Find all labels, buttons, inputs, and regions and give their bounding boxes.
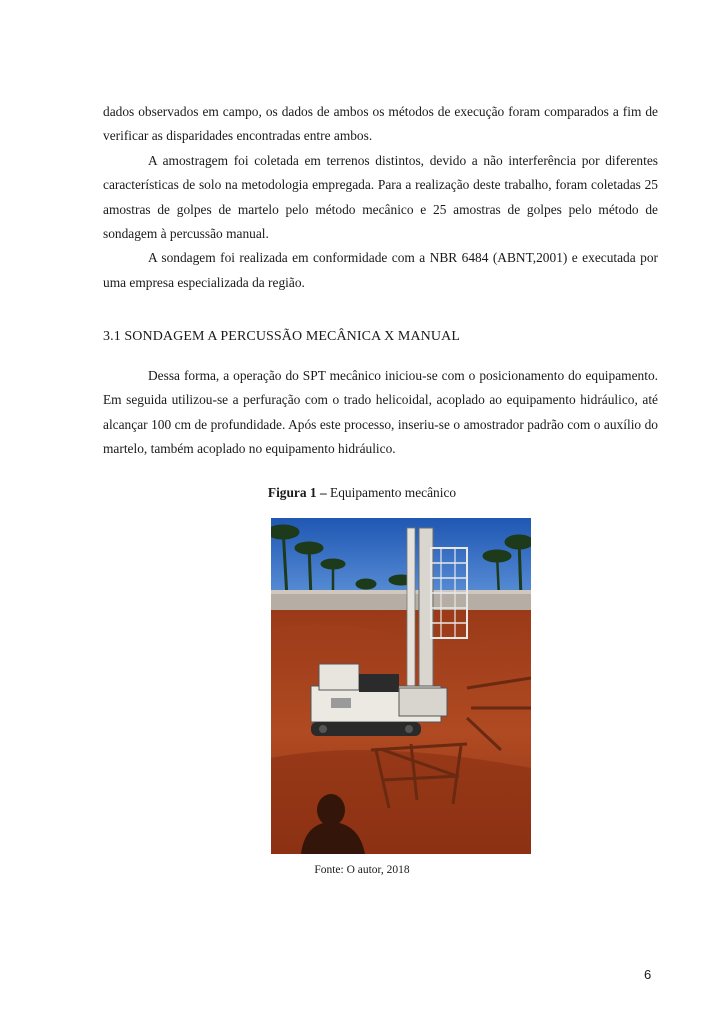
figure-title: Equipamento mecânico — [330, 485, 457, 500]
page-number: 6 — [644, 967, 652, 982]
crawler-track — [311, 722, 421, 736]
paragraph-procedure: Dessa forma, a operação do SPT mecânico iniciou-se com o posicionamento do equipamento. Em seguida utilizou-se a perfuração com o trado helicoidal, acoplado ao equipamento hidráulico, até alcançar 100 cm de profundidade. Após este processo, inseriu-se o amostrador padrão com o auxílio do martelo, também acoplado no equipamento hidráulico. — [103, 368, 658, 457]
section-heading: 3.1 SONDAGEM A PERCUSSÃO MECÂNICA X MANUAL — [103, 329, 460, 344]
paragraph-continuation: dados observados em campo, os dados de ambos os métodos de execução foram comparados a fim de verificar as disparidades encontradas entre ambos. — [103, 104, 658, 144]
figure-photo — [271, 518, 531, 854]
paragraph-norm: A sondagem foi realizada em conformidade com a NBR 6484 (ABNT,2001) e executada por uma empresa especializada da região. — [103, 250, 658, 290]
figure-caption — [0, 485, 724, 501]
figure-label: Figura 1 – — [267, 485, 327, 500]
figure-source: Fonte: O autor, 2018 — [314, 864, 410, 876]
drilling-rig-photo — [271, 518, 531, 854]
intro-text-block — [103, 100, 658, 295]
paragraph-sampling: A amostragem foi coletada em terrenos distintos, devido a não interferência por diferentes características de solo na metodologia empregada. Para a realização deste trabalho, foram coletadas 25 amostras de golpes de martelo pelo método mecânico e 25 amostras de golpes pelo método de sondagem à percussão manual. — [103, 152, 658, 242]
section-text-block — [103, 364, 658, 462]
